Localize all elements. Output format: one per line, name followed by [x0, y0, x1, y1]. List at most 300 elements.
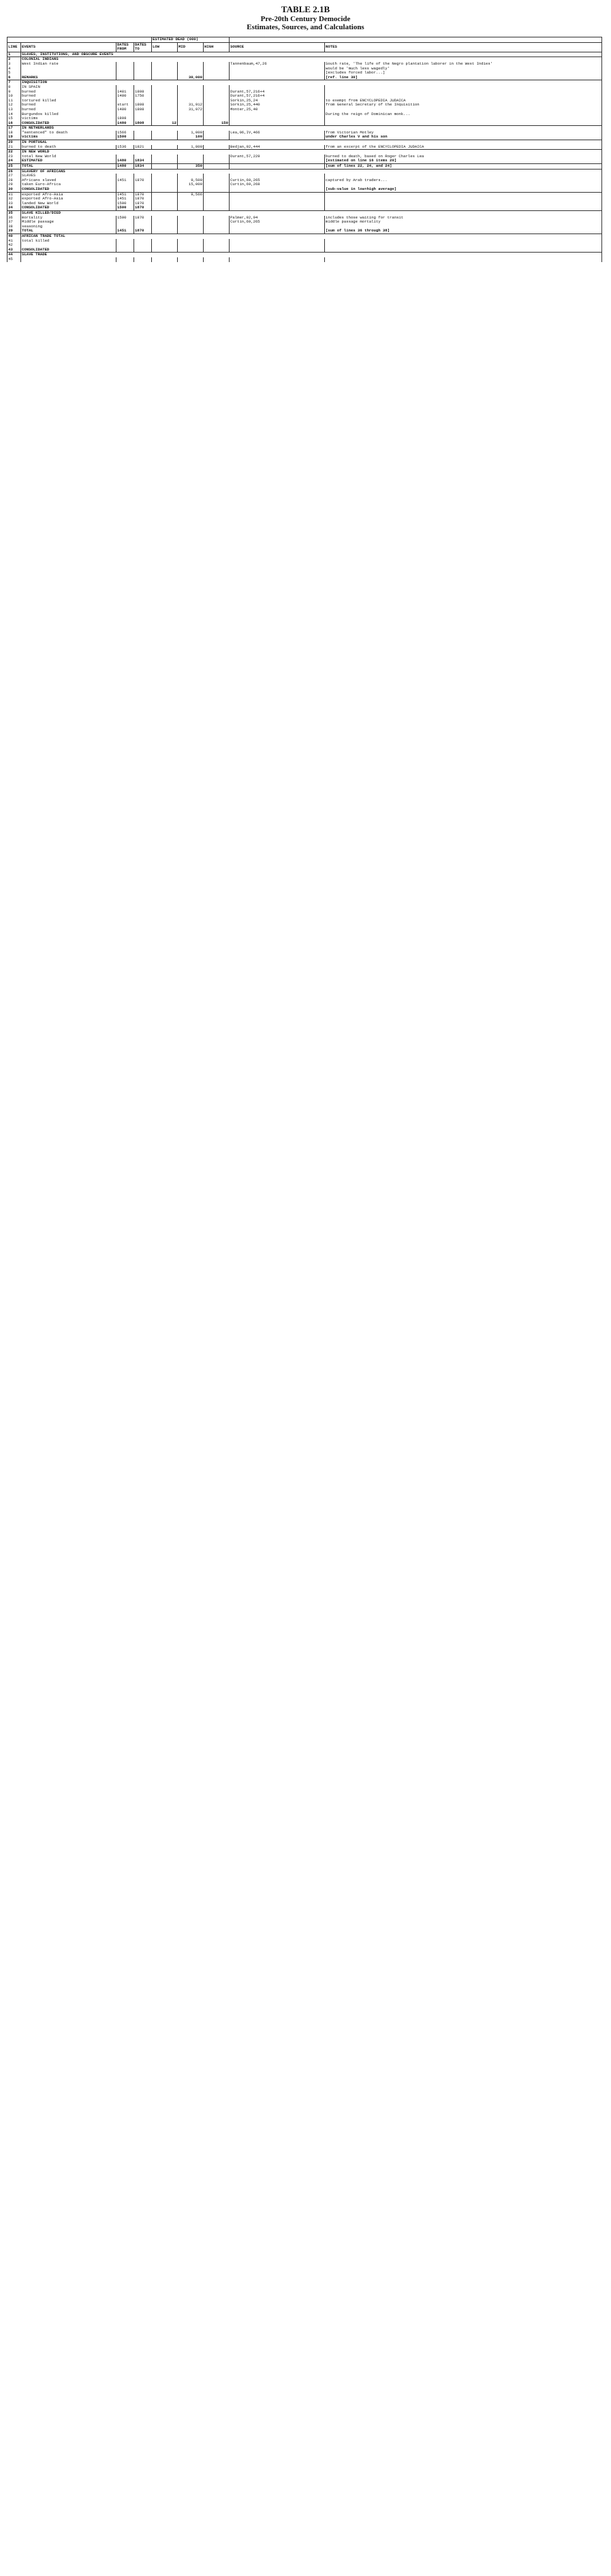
- line-cell: 30: [7, 187, 21, 192]
- line-number-cell: 7: [7, 80, 21, 85]
- from-cell: 1808: [116, 116, 134, 121]
- low-cell: [152, 71, 178, 76]
- src-cell: [230, 239, 325, 244]
- src-cell: [230, 112, 325, 117]
- high-cell: [204, 108, 230, 112]
- to-cell: [134, 174, 152, 178]
- table-row: [7, 202, 602, 206]
- src-cell: Curtin,69,268: [230, 182, 325, 187]
- src-cell: [230, 135, 325, 140]
- mid-cell: [178, 216, 204, 221]
- to-cell: [134, 182, 152, 187]
- from-cell: [116, 243, 134, 248]
- note-cell: [325, 197, 602, 202]
- from-cell: [116, 239, 134, 244]
- section-row: [7, 140, 602, 145]
- high-cell: [204, 71, 230, 76]
- src-cell: Monter,25,40: [230, 108, 325, 112]
- table-row: [7, 145, 602, 150]
- line-cell: 37: [7, 220, 21, 225]
- line-cell: 29: [7, 182, 21, 187]
- src-cell: Lea,06,IV,466: [230, 131, 325, 135]
- section-title-cell: IN NEW WORLD: [21, 150, 602, 155]
- high-cell: [204, 135, 230, 140]
- src-cell: [230, 202, 325, 206]
- high-cell: [204, 257, 230, 262]
- to-cell: [134, 67, 152, 71]
- note-cell: [325, 239, 602, 244]
- line-cell: 24: [7, 159, 21, 163]
- low-cell: [152, 155, 178, 159]
- high-cell: [204, 90, 230, 95]
- from-cell: [116, 76, 134, 80]
- high-cell: [204, 178, 230, 183]
- line-cell: 27: [7, 174, 21, 178]
- event-cell: mortality: [21, 216, 116, 221]
- to-cell: [134, 131, 152, 135]
- high-cell: [204, 99, 230, 103]
- mid-cell: [178, 85, 204, 90]
- src-cell: [230, 243, 325, 248]
- src-cell: [230, 116, 325, 121]
- table-row: [7, 94, 602, 99]
- table-row: [7, 192, 602, 197]
- total-row: [7, 206, 602, 210]
- to-cell: [134, 225, 152, 229]
- src-cell: [230, 174, 325, 178]
- note-cell: South rate, 'The life of the Negro plantation laborer in the West Indies': [325, 62, 602, 67]
- low-cell: [152, 116, 178, 121]
- line-number-cell: 20: [7, 140, 21, 145]
- mid-cell: [178, 202, 204, 206]
- src-cell: [230, 187, 325, 192]
- section-row: [7, 150, 602, 155]
- mid-cell: [178, 67, 204, 71]
- note-cell: [325, 94, 602, 99]
- src-cell: [230, 229, 325, 234]
- event-cell: Africans slaved: [21, 178, 116, 183]
- from-cell: [116, 187, 134, 192]
- src-cell: Sorkin,25,24: [230, 99, 325, 103]
- column-header: EVENTS: [21, 42, 116, 52]
- line-cell: 6: [7, 76, 21, 80]
- to-cell: [134, 112, 152, 117]
- low-cell: [152, 76, 178, 80]
- event-cell: tortured killed: [21, 99, 116, 103]
- from-cell: 1480: [116, 164, 134, 170]
- line-cell: 15: [7, 116, 21, 121]
- event-cell: Burgundos killed: [21, 112, 116, 117]
- event-cell: Middle passage: [21, 220, 116, 225]
- high-cell: [204, 192, 230, 197]
- note-cell: would be 'much less wagedly': [325, 67, 602, 71]
- mid-cell: 9,500: [178, 178, 204, 183]
- table-row: [7, 257, 602, 262]
- section-row: [7, 234, 602, 238]
- to-cell: 1750: [134, 94, 152, 99]
- to-cell: 1870: [134, 197, 152, 202]
- column-header: HIGH: [204, 42, 230, 52]
- high-cell: [204, 76, 230, 80]
- src-cell: [230, 248, 325, 253]
- event-cell: burned: [21, 103, 116, 108]
- low-cell: [152, 159, 178, 163]
- to-cell: 1870: [134, 216, 152, 221]
- low-cell: [152, 145, 178, 150]
- section-title-cell: AFRICAN TRADE TOTAL: [21, 234, 602, 238]
- column-header: LINE: [7, 42, 21, 52]
- note-cell: [ref. line 30]: [325, 76, 602, 80]
- src-cell: [230, 76, 325, 80]
- from-cell: 1480: [116, 94, 134, 99]
- low-cell: [152, 99, 178, 103]
- low-cell: [152, 182, 178, 187]
- mid-cell: [178, 206, 204, 210]
- src-cell: [230, 121, 325, 126]
- event-cell: IN SPAIN: [21, 85, 116, 90]
- to-cell: [134, 76, 152, 80]
- line-cell: 21: [7, 145, 21, 150]
- from-cell: [116, 174, 134, 178]
- to-cell: [134, 220, 152, 225]
- to-cell: 1821: [134, 145, 152, 150]
- to-cell: 1808: [134, 108, 152, 112]
- mid-cell: [178, 94, 204, 99]
- note-cell: [325, 121, 602, 126]
- src-cell: Tannenbaum,47,26: [230, 62, 325, 67]
- table-row: [7, 178, 602, 183]
- high-cell: [204, 229, 230, 234]
- section-title-cell: IN PORTUGAL: [21, 140, 602, 145]
- note-cell: from Victorian Motley: [325, 131, 602, 135]
- to-cell: [134, 248, 152, 253]
- src-cell: Durant,57,216+4: [230, 90, 325, 95]
- high-cell: [204, 220, 230, 225]
- line-cell: 42: [7, 243, 21, 248]
- from-cell: 1451: [116, 192, 134, 197]
- low-cell: [152, 187, 178, 192]
- event-cell: "sentenced" to death: [21, 131, 116, 135]
- src-cell: Palmer,92,94: [230, 216, 325, 221]
- mid-cell: 31,972: [178, 108, 204, 112]
- high-cell: [204, 94, 230, 99]
- high-cell: [204, 239, 230, 244]
- line-cell: 16: [7, 121, 21, 126]
- note-cell: [325, 243, 602, 248]
- event-cell: West Indian rate: [21, 62, 116, 67]
- low-cell: [152, 229, 178, 234]
- line-cell: 18: [7, 131, 21, 135]
- event-cell: CONSOLIDATED: [21, 187, 116, 192]
- event-cell: TOTAL: [21, 164, 116, 170]
- mid-cell: [178, 187, 204, 192]
- mid-cell: 1,800: [178, 145, 204, 150]
- section-row: [7, 52, 602, 57]
- event-cell: victims: [21, 116, 116, 121]
- high-cell: [204, 85, 230, 90]
- from-cell: 1500: [116, 202, 134, 206]
- mid-cell: [178, 220, 204, 225]
- mid-cell: 15,000: [178, 182, 204, 187]
- note-cell: [325, 257, 602, 262]
- src-cell: [230, 197, 325, 202]
- line-cell: 4: [7, 67, 21, 71]
- total-row: [7, 76, 602, 80]
- low-cell: [152, 248, 178, 253]
- document-header: [0, 4, 611, 31]
- line-cell: 25: [7, 164, 21, 170]
- from-cell: 1480: [116, 159, 134, 163]
- low-cell: [152, 216, 178, 221]
- column-group-header: ESTIMATED DEAD (000): [152, 37, 230, 43]
- table-row: [7, 131, 602, 135]
- mid-cell: [178, 116, 204, 121]
- table-row: [7, 239, 602, 244]
- from-cell: [116, 257, 134, 262]
- line-number-cell: 2: [7, 57, 21, 62]
- mid-cell: [178, 229, 204, 234]
- column-header: MID: [178, 42, 204, 52]
- table-row: [7, 67, 602, 71]
- from-cell: [116, 85, 134, 90]
- mid-cell: [178, 225, 204, 229]
- from-cell: 1451: [116, 178, 134, 183]
- column-header: DATES FROM: [116, 42, 134, 52]
- low-cell: [152, 112, 178, 117]
- column-header: NOTES: [325, 42, 602, 52]
- mid-cell: 1,000: [178, 131, 204, 135]
- high-cell: [204, 145, 230, 150]
- to-cell: 1870: [134, 206, 152, 210]
- column-header: SOURCE: [230, 42, 325, 52]
- table-row: [7, 108, 602, 112]
- to-cell: 1870: [134, 202, 152, 206]
- src-cell: Durant,57,229: [230, 155, 325, 159]
- high-cell: [204, 164, 230, 170]
- table-row: [7, 155, 602, 159]
- to-cell: [134, 62, 152, 67]
- democide-table: [7, 37, 602, 262]
- line-cell: 34: [7, 206, 21, 210]
- high-cell: [204, 159, 230, 163]
- total-row: [7, 229, 602, 234]
- event-cell: [21, 67, 116, 71]
- low-cell: [152, 164, 178, 170]
- mid-cell: [178, 112, 204, 117]
- line-number-cell: 44: [7, 253, 21, 257]
- line-cell: 11: [7, 99, 21, 103]
- total-row: [7, 159, 602, 163]
- high-cell: [204, 116, 230, 121]
- from-cell: 1500: [116, 206, 134, 210]
- section-title-cell: IN NETHERLANDS: [21, 126, 602, 131]
- high-cell: [204, 197, 230, 202]
- high-cell: [204, 103, 230, 108]
- src-cell: Sorkin,25,440: [230, 103, 325, 108]
- event-cell: burned: [21, 94, 116, 99]
- src-cell: [230, 85, 325, 90]
- mid-cell: [178, 239, 204, 244]
- note-cell: from an excerpt of the ENCYCLOPEDIA JUDAICA: [325, 145, 602, 150]
- low-cell: [152, 90, 178, 95]
- low-cell: [152, 108, 178, 112]
- to-cell: [134, 243, 152, 248]
- note-cell: [325, 90, 602, 95]
- line-cell: 41: [7, 239, 21, 244]
- low-cell: [152, 243, 178, 248]
- from-cell: 1566: [116, 131, 134, 135]
- note-cell: [325, 202, 602, 206]
- table-row: [7, 103, 602, 108]
- event-cell: TOTAL: [21, 229, 116, 234]
- note-cell: under Charles V and his son: [325, 135, 602, 140]
- section-title-cell: SLAVES, INSTITUTIONS, AND OBSCURE EVENTS: [21, 52, 602, 57]
- from-cell: [116, 99, 134, 103]
- event-cell: burned: [21, 108, 116, 112]
- low-cell: [152, 174, 178, 178]
- table-row: [7, 90, 602, 95]
- mid-cell: [178, 159, 204, 163]
- src-cell: [230, 206, 325, 210]
- note-cell: [325, 248, 602, 253]
- document-page: [0, 4, 611, 2576]
- line-cell: 8: [7, 85, 21, 90]
- table-row: [7, 182, 602, 187]
- event-cell: CONSOLIDATED: [21, 248, 116, 253]
- line-cell: 19: [7, 135, 21, 140]
- line-cell: 43: [7, 248, 21, 253]
- note-cell: to exempt from ENCYCLOPEDIA JUDAICA: [325, 99, 602, 103]
- table-row: [7, 225, 602, 229]
- low-cell: [152, 135, 178, 140]
- to-cell: 1870: [134, 229, 152, 234]
- note-cell: captured by Arab traders...: [325, 178, 602, 183]
- table-title: Pre-20th Century Democide: [260, 15, 351, 23]
- src-cell: [230, 159, 325, 163]
- mid-cell: [178, 71, 204, 76]
- event-cell: [21, 71, 116, 76]
- table-number: TABLE 2.1B: [281, 4, 330, 14]
- column-header: DATES TO: [134, 42, 152, 52]
- line-cell: 39: [7, 229, 21, 234]
- to-cell: 1834: [134, 159, 152, 163]
- line-number-cell: 40: [7, 234, 21, 238]
- to-cell: [134, 99, 152, 103]
- note-cell: [sub-value in low+high average]: [325, 187, 602, 192]
- low-cell: [152, 85, 178, 90]
- table-row: [7, 220, 602, 225]
- note-cell: [excludes forced labor...]: [325, 71, 602, 76]
- section-title-cell: INQUISITION: [21, 80, 602, 85]
- section-row: [7, 126, 602, 131]
- line-number-cell: 35: [7, 210, 21, 215]
- from-cell: 1481: [116, 90, 134, 95]
- line-cell: 12: [7, 103, 21, 108]
- table-row: [7, 174, 602, 178]
- to-cell: [134, 187, 152, 192]
- src-cell: Bedjan,92,444: [230, 145, 325, 150]
- from-cell: 1451: [116, 229, 134, 234]
- table-row: [7, 243, 602, 248]
- high-cell: [204, 174, 230, 178]
- note-cell: [sum of lines 36 through 38]: [325, 229, 602, 234]
- note-cell: [325, 192, 602, 197]
- high-cell: [204, 187, 230, 192]
- line-cell: 10: [7, 94, 21, 99]
- note-cell: from General Secretary of the Inquisition: [325, 103, 602, 108]
- high-cell: [204, 243, 230, 248]
- column-header: LOW: [152, 42, 178, 52]
- mid-cell: 30,000: [178, 76, 204, 80]
- event-cell: [21, 243, 116, 248]
- to-cell: [134, 116, 152, 121]
- high-cell: [204, 216, 230, 221]
- from-cell: [116, 220, 134, 225]
- high-cell: [204, 131, 230, 135]
- section-title-cell: SLAVERY OF AFRICANS: [21, 169, 602, 174]
- table-row: [7, 216, 602, 221]
- mid-cell: [178, 243, 204, 248]
- low-cell: [152, 178, 178, 183]
- low-cell: [152, 206, 178, 210]
- section-title-cell: COLONIAL INDIANS: [21, 57, 602, 62]
- mid-cell: 31,912: [178, 103, 204, 108]
- from-cell: [116, 155, 134, 159]
- note-cell: [325, 174, 602, 178]
- src-cell: [230, 192, 325, 197]
- event-cell: landed New World: [21, 202, 116, 206]
- high-cell: [204, 155, 230, 159]
- total-row: [7, 121, 602, 126]
- mid-cell: [178, 248, 204, 253]
- table-row: [7, 62, 602, 67]
- line-cell: 13: [7, 108, 21, 112]
- mid-cell: [178, 197, 204, 202]
- src-cell: Durant,57,216+4: [230, 94, 325, 99]
- total-row: [7, 248, 602, 253]
- src-cell: [230, 71, 325, 76]
- src-cell: Curtin,69,265: [230, 220, 325, 225]
- low-cell: [152, 202, 178, 206]
- low-cell: [152, 239, 178, 244]
- from-cell: 1500: [116, 135, 134, 140]
- line-number-cell: 26: [7, 169, 21, 174]
- line-cell: 3: [7, 62, 21, 67]
- high-cell: [204, 62, 230, 67]
- low-cell: [152, 192, 178, 197]
- event-cell: burned: [21, 90, 116, 95]
- note-cell: [325, 225, 602, 229]
- mid-cell: [178, 174, 204, 178]
- high-cell: 150: [204, 121, 230, 126]
- line-cell: 9: [7, 90, 21, 95]
- event-cell: [21, 257, 116, 262]
- from-cell: [116, 248, 134, 253]
- table-row: [7, 116, 602, 121]
- src-cell: [230, 225, 325, 229]
- table-row: [7, 99, 602, 103]
- low-cell: [152, 94, 178, 99]
- note-cell: includes those waiting for transit: [325, 216, 602, 221]
- mid-cell: 350: [178, 164, 204, 170]
- to-cell: [134, 71, 152, 76]
- table-body: [7, 52, 602, 261]
- note-cell: [sum of lines 22, 24, and 24]: [325, 164, 602, 170]
- src-cell: [230, 67, 325, 71]
- low-cell: [152, 197, 178, 202]
- low-cell: [152, 220, 178, 225]
- src-cell: [230, 164, 325, 170]
